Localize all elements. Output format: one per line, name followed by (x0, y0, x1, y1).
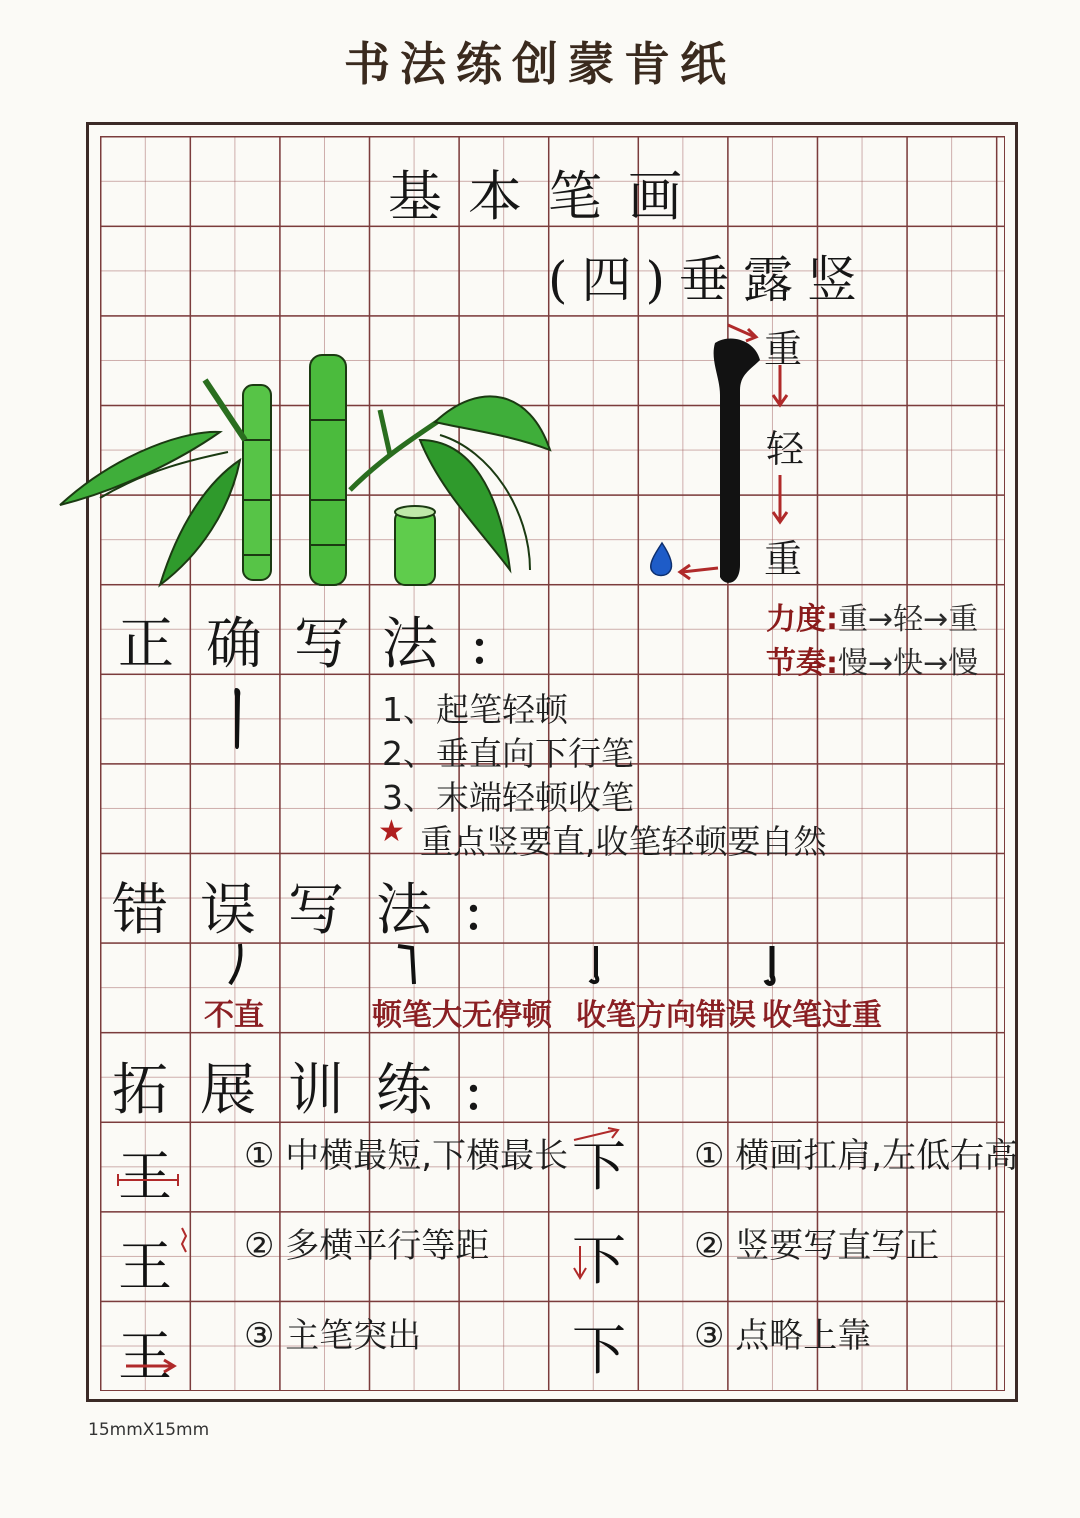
water-drop-icon (651, 543, 672, 576)
wrong-stroke-samples (220, 940, 800, 990)
force-value: 重→轻→重 (838, 602, 979, 637)
wrong-item-too-heavy: 收笔过重 (762, 998, 882, 1033)
practice-char-wang-3: 王 (118, 1325, 172, 1388)
bamboo-illustration (60, 340, 560, 600)
correct-key-point: 重点竖要直,收笔轻顿要自然 (420, 822, 827, 861)
xia-annotation-marks (568, 1126, 628, 1286)
practice-char-xia-2: 下 (572, 1229, 626, 1292)
rhythm-value: 慢→快→慢 (838, 646, 979, 681)
page-header-title: 书法练创蒙肯纸 (344, 37, 736, 91)
lesson-subtitle: (四)垂露竖 (548, 251, 872, 309)
practice-right-tip-1: ① 横画扛肩,左低右高 (694, 1136, 1019, 1176)
correct-step-1: 1、起笔轻顿 (382, 690, 568, 729)
practice-left-tip-2: ② 多横平行等距 (244, 1226, 490, 1266)
star-icon: ★ (378, 814, 405, 849)
practice-char-wang-2: 王 (118, 1235, 172, 1298)
force-note (766, 594, 978, 638)
wrong-method-heading: 错误写法: (112, 878, 515, 943)
practice-heading: 拓展训练: (112, 1058, 515, 1123)
vertical-stroke-demo (640, 315, 840, 605)
practice-left-tip-3: ③ 主笔突出 (244, 1316, 422, 1356)
correct-method-heading: 正确写法: (118, 612, 521, 677)
wrong-item-not-straight: 不直 (204, 998, 264, 1033)
force-label: 力度: (766, 602, 838, 637)
practice-left-tip-1: ① 中横最短,下横最长 (244, 1136, 569, 1176)
rhythm-note (766, 638, 978, 682)
correct-step-3: 3、末端轻顿收笔 (382, 778, 634, 817)
stroke-label-heavy-start: 重 (764, 327, 803, 371)
wrong-item-no-pause: 顿笔大无停顿 (372, 998, 552, 1033)
grid-size-label: 15mmX15mm (88, 1420, 210, 1440)
practice-right-tip-3: ③ 点略上靠 (694, 1316, 872, 1356)
wang-annotation-marks (112, 1176, 192, 1376)
correct-stroke-sample (228, 686, 248, 752)
correct-step-2: 2、垂直向下行笔 (382, 734, 634, 773)
rhythm-label: 节奏: (766, 646, 838, 681)
stroke-label-heavy-end: 重 (764, 537, 803, 581)
stroke-label-light: 轻 (766, 427, 805, 471)
wrong-item-wrong-direction: 收笔方向错误 (576, 998, 756, 1033)
practice-char-xia-3: 下 (572, 1319, 626, 1382)
practice-char-xia-1: 下 (572, 1135, 626, 1198)
practice-char-wang-1: 王 (118, 1145, 172, 1208)
lesson-title: 基本笔画 (388, 165, 708, 228)
practice-right-tip-2: ② 竖要写直写正 (694, 1226, 940, 1266)
